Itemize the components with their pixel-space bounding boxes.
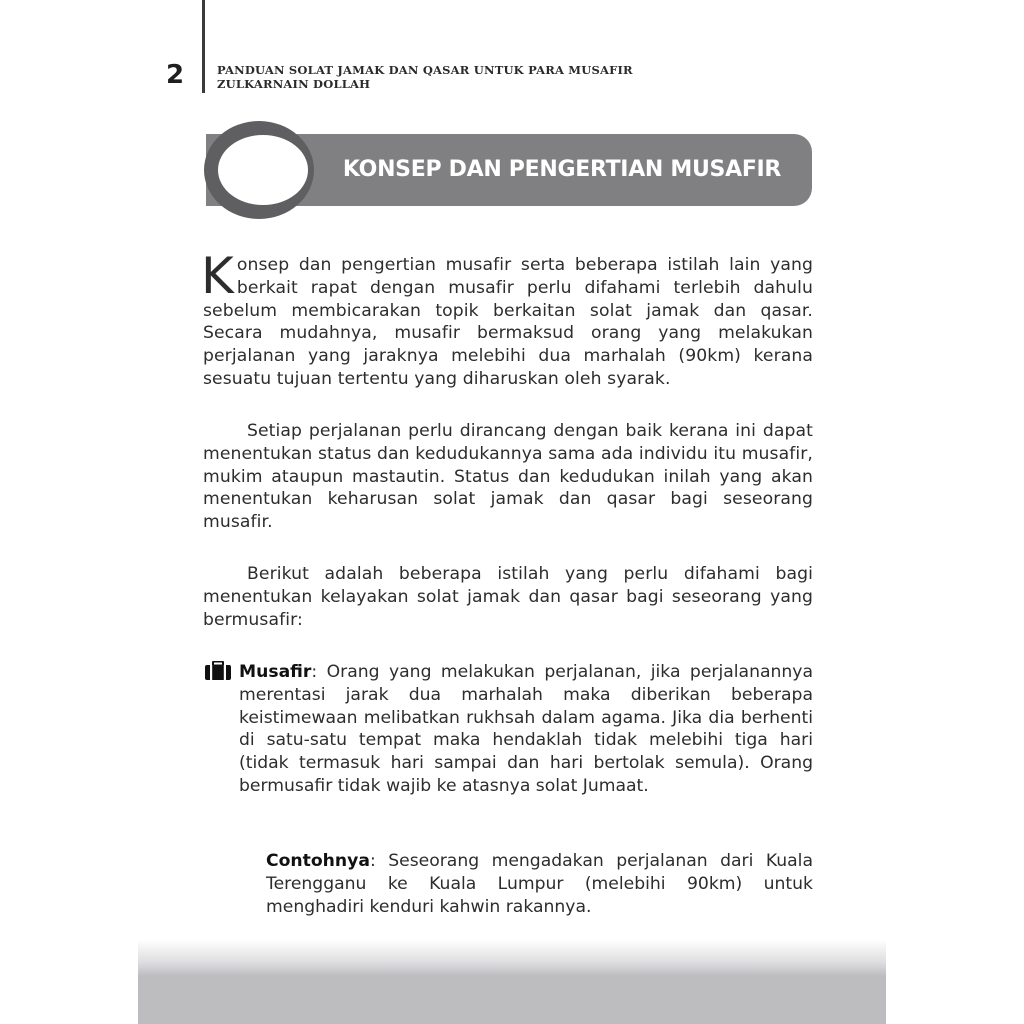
suitcase-icon [204,661,232,681]
example-separator: : [369,851,376,871]
drop-cap: K [201,247,234,305]
chapter-title: KONSEP DAN PENGERTIAN MUSAFIR [342,157,782,182]
paragraph-terms-intro: Berikut adalah beberapa istilah yang perlu difahami bagi menentukan kelayakan solat jamak dan qasar bagi seseorang yang bermusafir: [203,564,813,630]
term-name: Musafir [239,662,312,682]
author-name: ZULKARNAIN DOLLAH [217,77,371,91]
paragraph-intro [201,247,813,391]
header-divider [202,0,205,93]
running-header [217,63,633,91]
book-title: PANDUAN SOLAT JAMAK DAN QASAR UNTUK PARA MUSAFIR [217,63,633,77]
example-label: Contohnya [266,851,370,871]
example-text: Seseorang mengadakan perjalanan dari Kuala Terengganu ke Kuala Lumpur (melebihi 90km) untuk menghadiri kenduri kahwin rakannya. [266,851,813,917]
term-separator: : [311,662,318,682]
page-number: 2 [166,60,185,90]
bottom-shadow-band [138,940,886,1024]
example-block [266,850,813,918]
banner-ring-hole [218,135,308,205]
paragraph-status: Setiap perjalanan perlu dirancang dengan baik kerana ini dapat menentukan status dan kedudukannya sama ada individu itu musafir, mukim ataupun mastautin. Status dan kedudukan inilah yang akan menentukan keharusan solat jamak dan qasar bagi seseorang musafir. [203,421,813,533]
term-definition: Orang yang melakukan perjalanan, jika perjalanannya merentasi jarak dua marhalah maka diberikan beberapa keistimewaan melibatkan rukhsah dalam agama. Jika dia berhenti di satu-satu tempat maka hendaklah tidak melebihi tiga hari (tidak termasuk hari sampai dan hari bertolak semula). Orang bermusafir tidak wajib ke atasnya solat Jumaat. [239,662,813,796]
paragraph-intro-text: onsep dan pengertian musafir serta beberapa istilah lain yang berkait rapat dengan musafir perlu difahami terlebih dahulu sebelum membicarakan topik berkaitan solat jamak dan qasar. Secara mudahnya, musafir bermaksud orang yang melakukan perjalanan yang jaraknya melebihi dua marhalah (90km) kerana sesuatu tujuan tertentu yang diharuskan oleh syarak. [203,255,813,389]
term-musafir [239,661,813,798]
